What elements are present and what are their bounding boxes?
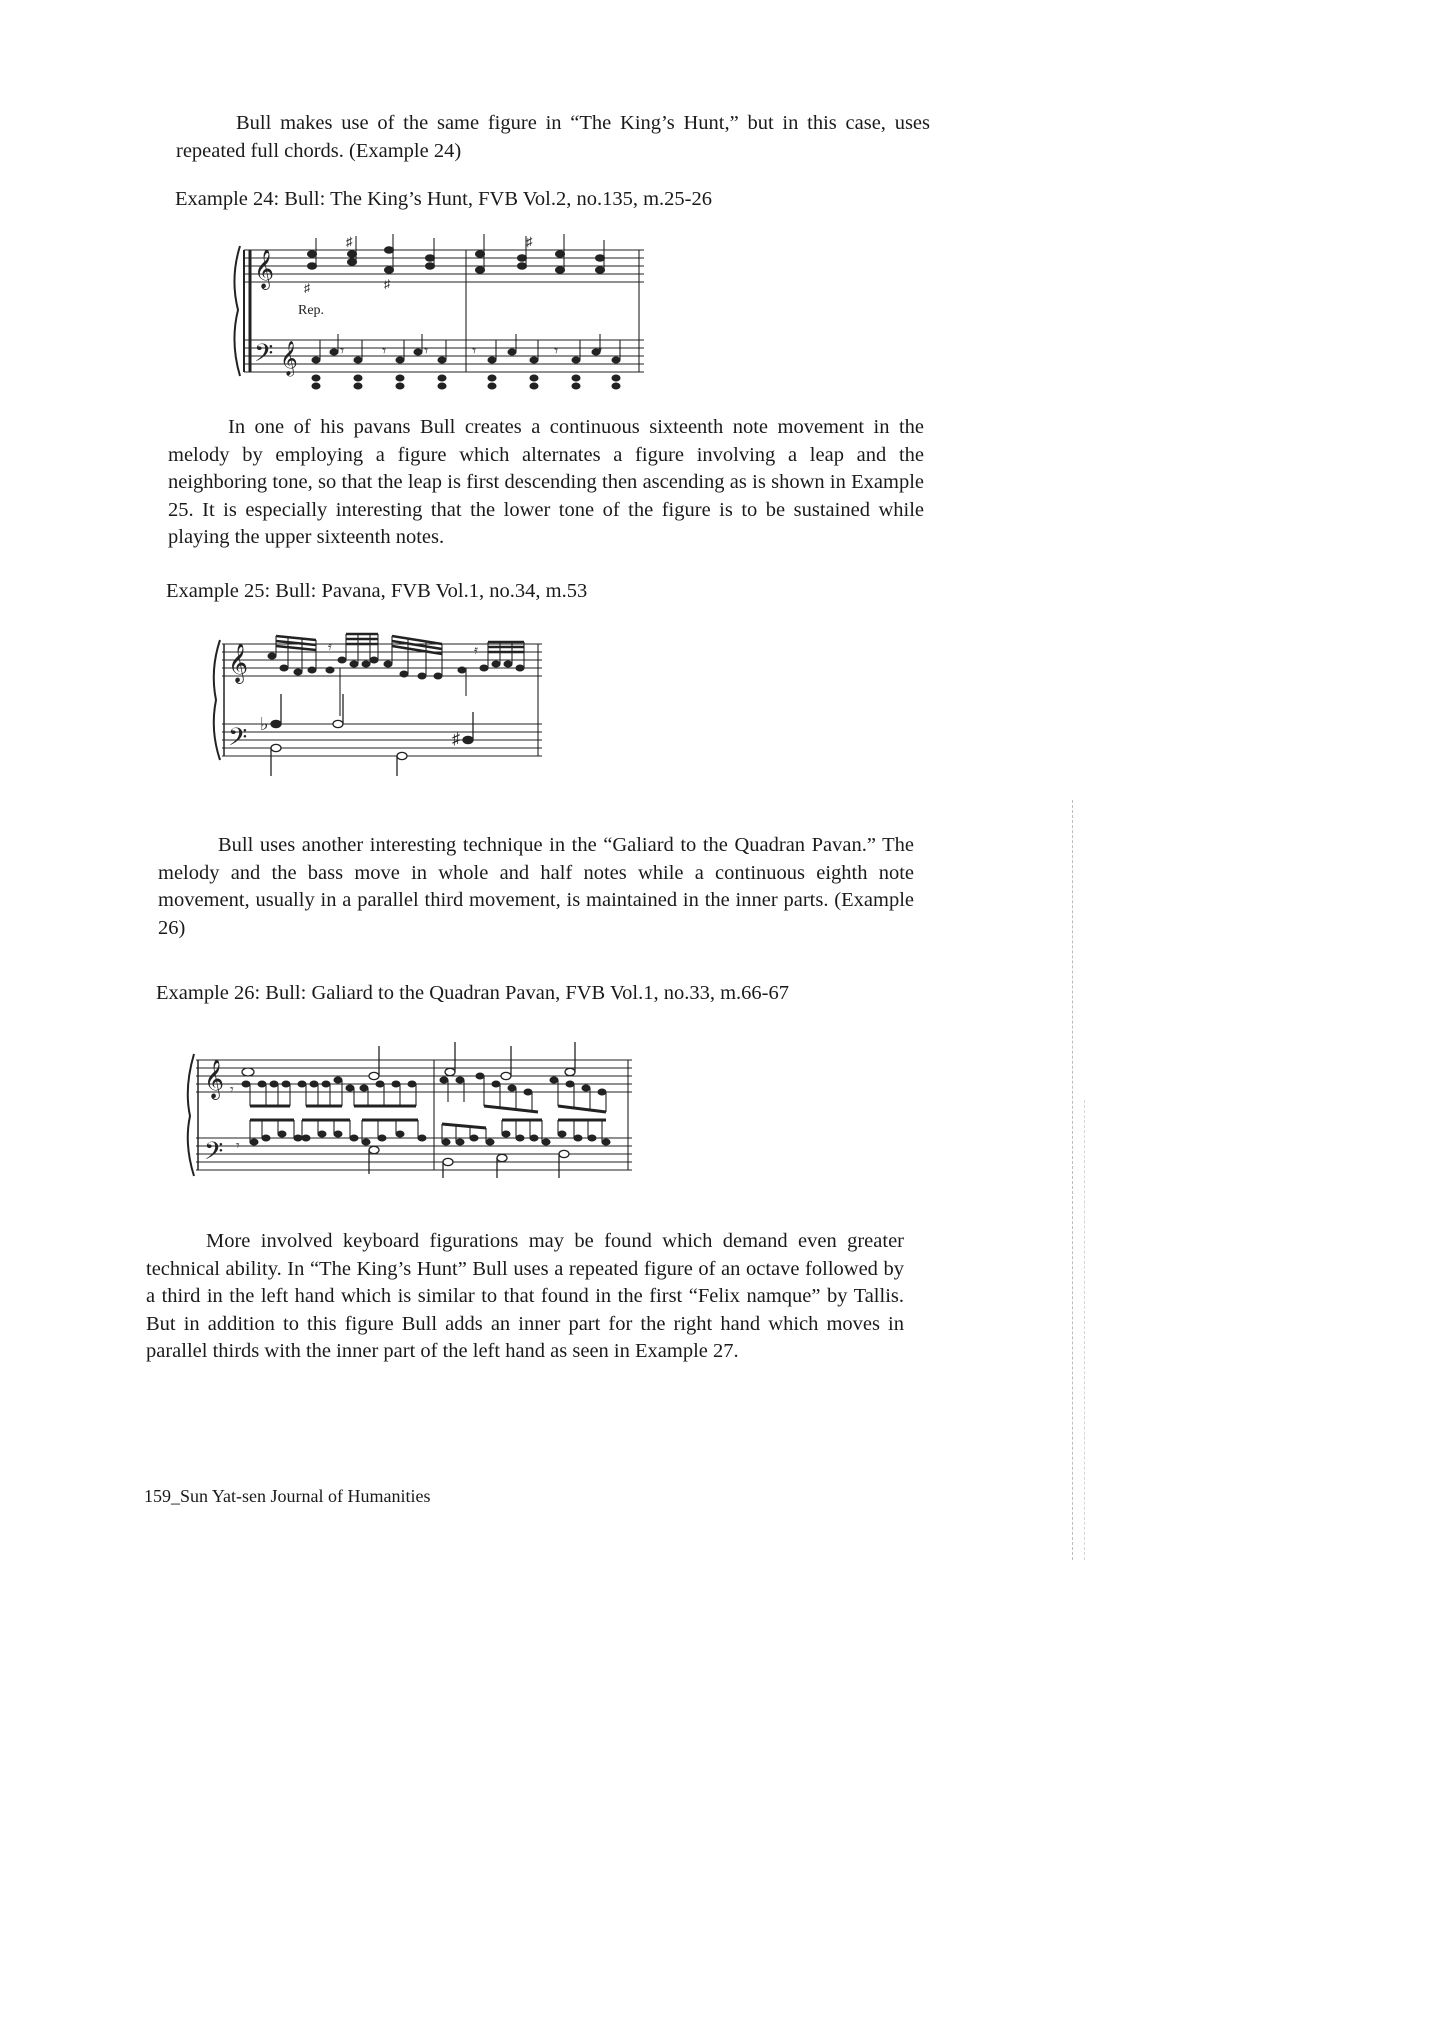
svg-text:𝄾: 𝄾 (598, 343, 603, 360)
svg-text:𝄾: 𝄾 (230, 1083, 234, 1098)
svg-text:𝄾: 𝄾 (340, 343, 345, 360)
svg-text:𝄞: 𝄞 (204, 1059, 225, 1099)
example-26-notation (186, 1028, 636, 1178)
scan-edge-line-2 (1084, 1100, 1085, 1560)
svg-text:𝄿: 𝄿 (328, 638, 332, 653)
example-25-score (212, 620, 547, 770)
svg-text:𝄢: 𝄢 (204, 1137, 224, 1172)
svg-text:♯: ♯ (452, 731, 460, 748)
paragraph-1-text: Bull makes use of the same figure in “The King’s Hunt,” but in this case, uses repeated full chords. (Example 24) (176, 112, 930, 162)
svg-text:♯: ♯ (384, 277, 390, 291)
svg-text:𝄾: 𝄾 (382, 343, 387, 360)
svg-text:𝄾: 𝄾 (472, 343, 477, 360)
svg-text:𝄞: 𝄞 (228, 643, 249, 683)
svg-text:♯: ♯ (304, 281, 310, 295)
example-25-notation (212, 620, 547, 770)
paragraph-2 (168, 414, 924, 552)
svg-text:♯: ♯ (526, 234, 533, 249)
svg-text:𝄿: 𝄿 (474, 642, 478, 657)
svg-text:𝄾: 𝄾 (236, 1139, 240, 1154)
svg-text:𝄞: 𝄞 (254, 249, 275, 289)
example-26-caption: Example 26: Bull: Galiard to the Quadran Pavan, FVB Vol.1, no.33, m.66-67 (156, 982, 789, 1004)
paragraph-3 (158, 832, 914, 942)
example-26-score (186, 1028, 636, 1178)
paragraph-2-text: In one of his pavans Bull creates a continuous sixteenth note movement in the melody by employing a figure which alternates a figure involving a leap and the neighboring tone, so that the leap is first descending then ascending as is shown in Example 25. It is especially interesting that the lower tone of the figure is to be sustained while playing the upper sixteenth notes. (168, 416, 924, 549)
svg-text:♭: ♭ (260, 714, 269, 734)
example-24-notation (234, 228, 644, 398)
scan-edge-line (1072, 800, 1073, 1560)
paragraph-4 (146, 1228, 904, 1366)
svg-text:𝄢: 𝄢 (254, 339, 274, 374)
page-footer: 159_Sun Yat-sen Journal of Humanities (144, 1486, 431, 1506)
example-24-score (234, 228, 644, 398)
svg-text:𝄞: 𝄞 (280, 341, 298, 376)
svg-text:♯: ♯ (346, 234, 353, 249)
example-25-caption: Example 25: Bull: Pavana, FVB Vol.1, no.34, m.53 (166, 580, 588, 602)
svg-text:𝄢: 𝄢 (228, 723, 248, 758)
paragraph-3-text: Bull uses another interesting technique in the “Galiard to the Quadran Pavan.” The melody and the bass move in whole and half notes while a continuous eighth note movement, usually in a parallel third movement, is maintained in the inner parts. (Example 26) (158, 834, 914, 939)
paragraph-4-text: More involved keyboard figurations may be found which demand even greater technical ability. In “The King’s Hunt” Bull uses a repeated figure of an octave followed by a third in the left hand which is similar to that found in the first “Felix namque” by Tallis. But in addition to this figure Bull adds an inner part for the right hand which moves in parallel thirds with the inner part of the left hand as seen in Example 27. (146, 1230, 904, 1363)
example-24-caption: Example 24: Bull: The King’s Hunt, FVB Vol.2, no.135, m.25-26 (175, 188, 713, 210)
svg-text:𝄾: 𝄾 (554, 343, 559, 360)
rep-annotation: Rep. (298, 303, 325, 318)
svg-text:𝄾: 𝄾 (424, 343, 429, 360)
paragraph-1 (176, 110, 930, 165)
